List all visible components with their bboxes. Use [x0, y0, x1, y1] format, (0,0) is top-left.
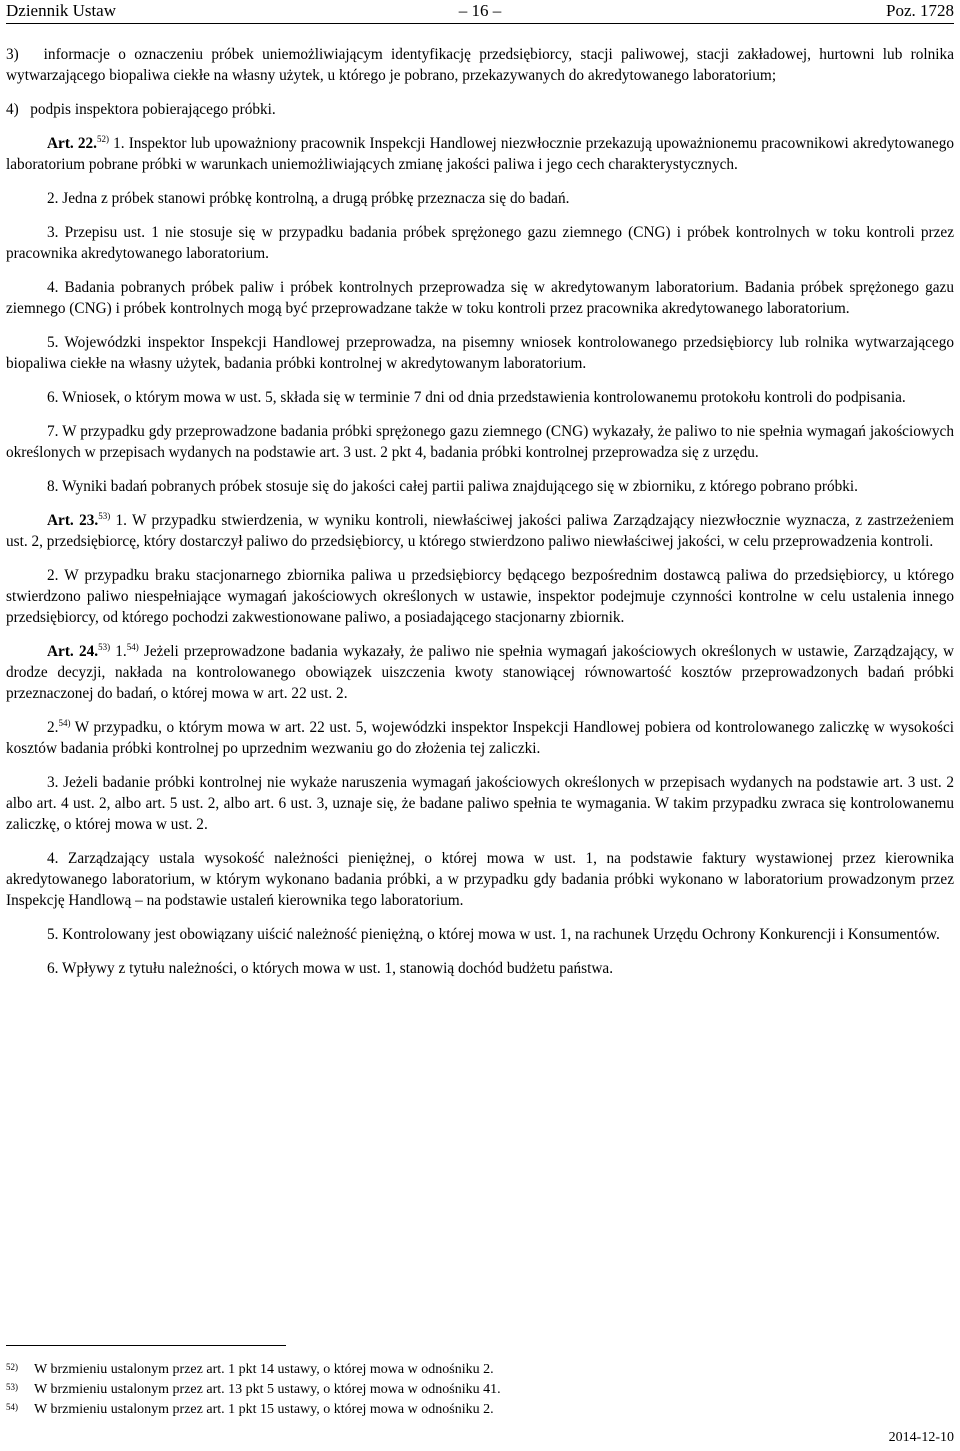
article-24-paragraph-5: 5. Kontrolowany jest obowiązany uiścić należność pieniężną, o której mowa w ust. 1, na rachunek Urzędu Ochrony Konkurencji i Konsumentów. [47, 926, 940, 943]
footnote-ref-53b: 53) [98, 641, 111, 652]
article-22-heading: Art. 22. [47, 135, 97, 152]
article-22-paragraph-7: 7. W przypadku gdy przeprowadzone badania próbki sprężonego gazu ziemnego (CNG) wykazały, że paliwo to nie spełnia wymagań jakościowych określonych w przepisach wydanych na podstawie art. 3 ust. 2 pkt 4, badania próbki kontrolnej przeprowadza się z urzędu. [6, 423, 954, 461]
article-22-paragraph-4: 4. Badania pobranych próbek paliw i próbek kontrolnych przeprowadza się w akredytowanym laboratorium. Badania próbek sprężonego gazu ziemnego (CNG) i próbek kontrolnych mogą być przeprowadzane także w toku kontroli przez pracownika akredytowanego laboratorium. [6, 279, 954, 317]
article-22-text: 1. Inspektor lub upoważniony pracownik Inspekcji Handlowej niezwłocznie przekazują upoważnionemu pracownikowi akredytowanego laboratorium pobrane próbki w warunkach uniemożliwiających zmianę jakości paliwa i jego cech charakterystycznych. [6, 135, 954, 173]
article-23-paragraph-2: 2. W przypadku braku stacjonarnego zbiornika paliwa u przedsiębiorcy będącego bezpośrednim dostawcą paliwa do przedsiębiorcy, u którego stwierdzono paliwo niespełniające wymagań jakościowych określonych w ustawie, inspektor podejmuje czynności kontrolne w celu ustalenia innego przedsiębiorcy, od którego pochodzi zakwestionowane paliwo, a posiadającego stacjonarny zbiornik. [6, 567, 954, 626]
article-22-paragraph-8: 8. Wyniki badań pobranych próbek stosuje się do jakości całej partii paliwa znajdującego się w zbiorniku, z którego pobrano próbki. [47, 478, 859, 495]
paragraph-item-3: 3) informacje o oznaczeniu próbek uniemożliwiającym identyfikację przedsiębiorcy, stacji paliwowej, stacji zakładowej, hurtowni lub rolnika wytwarzającego biopaliwa ciekłe na własny użytek, u którego je pobrano, przekazywanych do akredytowanego laboratorium; [6, 46, 954, 84]
article-24-p2-number: 2. [47, 719, 59, 736]
article-23-heading: Art. 23. [47, 512, 99, 529]
footnote-text: W brzmieniu ustalonym przez art. 1 pkt 15 ustawy, o której mowa w odnośniku 2. [34, 1402, 494, 1417]
article-22-paragraph-2: 2. Jedna z próbek stanowi próbkę kontrolną, a drugą próbkę przeznacza się do badań. [47, 190, 570, 207]
article-24-p2-text: W przypadku, o którym mowa w art. 22 ust. 5, wojewódzki inspektor Inspekcji Handlowej pobiera od kontrolowanego zaliczkę w wysokości kosztów badania próbki kontrolnej po uprzednim wezwaniu go do złożenia tej zaliczki. [6, 719, 954, 757]
footnote-mark: 52) [6, 1362, 18, 1372]
journal-title: Dziennik Ustaw [6, 1, 117, 20]
footnote-ref-53: 53) [98, 510, 111, 521]
footnote-text: W brzmieniu ustalonym przez art. 13 pkt 5 ustawy, o której mowa w odnośniku 41. [34, 1382, 501, 1397]
article-22-paragraph-3: 3. Przepisu ust. 1 nie stosuje się w przypadku badania próbek sprężonego gazu ziemnego (CNG) i próbek kontrolnych w toku kontroli przez pracownika akredytowanego laboratorium. [6, 224, 954, 262]
footnote-ref-54: 54) [126, 641, 139, 652]
footnote-mark: 54) [6, 1402, 18, 1412]
header-divider [6, 23, 954, 24]
footnote-ref-52: 52) [97, 133, 109, 144]
footnote-text: W brzmieniu ustalonym przez art. 1 pkt 14 ustawy, o której mowa w odnośniku 2. [34, 1362, 494, 1377]
paragraph-item-4: 4) podpis inspektora pobierającego próbki. [6, 101, 276, 118]
footnote-mark: 53) [6, 1382, 18, 1392]
article-24-paragraph-6: 6. Wpływy z tytułu należności, o których mowa w ust. 1, stanowią dochód budżetu państwa. [47, 960, 614, 977]
article-22-paragraph-1 [6, 133, 954, 175]
article-22-paragraph-5: 5. Wojewódzki inspektor Inspekcji Handlowej przeprowadza, na pisemny wniosek kontrolowanego przedsiębiorcy lub rolnika wytwarzającego biopaliwa ciekłe na własny użytek, badania próbki kontrolnej w akredytowanym laboratorium. [6, 334, 954, 372]
article-24-paragraph-2 [6, 717, 954, 759]
page-header [6, 0, 954, 24]
footnotes [6, 1360, 954, 1420]
document-body [6, 44, 954, 992]
footnote-52 [6, 1360, 954, 1380]
article-23-text: 1. W przypadku stwierdzenia, w wyniku kontroli, niewłaściwej jakości paliwa Zarządzający niezwłocznie wyznacza, z zastrzeżeniem ust. 2, przedsiębiorcę, który dostarczył paliwo do przedsiębiorcy, u którego stwierdzono paliwo niewłaściwej jakości, w celu przeprowadzenia kontroli. [6, 512, 954, 550]
article-24-paragraph-4: 4. Zarządzający ustala wysokość należności pieniężnej, o której mowa w ust. 1, na podstawie faktury wystawionej przez kierownika akredytowanego laboratorium, w którym wykonano badania próbki, a w przypadku gdy badania próbki wykonano w laboratorium prowadzonym przez Inspekcję Handlową – na podstawie ustaleń kierownika tego laboratorium. [6, 850, 954, 909]
article-24-paragraph-1 [6, 641, 954, 704]
article-24-paragraph-3: 3. Jeżeli badanie próbki kontrolnej nie wykaże naruszenia wymagań jakościowych określonych w przepisach wydanych na podstawie art. 3 ust. 2 albo art. 4 ust. 2, albo art. 5 ust. 2, albo art. 6 ust. 3, uznaje się, że badane paliwo spełnia te wymagania. W takim przypadku zwraca się kontrolowanemu zaliczkę, o której mowa w ust. 2. [6, 774, 954, 833]
article-23-paragraph-1 [6, 510, 954, 552]
article-24-text: Jeżeli przeprowadzone badania wykazały, że paliwo nie spełnia wymagań jakościowych określonych w ustawie, Zarządzający, w drodze decyzji, nakłada na kontrolowanego obowiązek uiszczenia kwoty stanowiącej równowartość kosztów przeprowadzonych badań próbki przeznaczonej do badań, o której mowa w art. 22 ust. 2. [6, 643, 955, 702]
article-24-number: 1. [110, 643, 127, 660]
page-number: – 16 – [458, 1, 502, 20]
footnote-53 [6, 1380, 954, 1400]
article-22-paragraph-6: 6. Wniosek, o którym mowa w ust. 5, składa się w terminie 7 dni od dnia przedstawienia kontrolowanemu protokołu kontroli do podpisania. [47, 389, 906, 406]
footnote-divider [6, 1345, 286, 1346]
article-24-heading: Art. 24. [47, 643, 99, 660]
footnote-ref-54b: 54) [58, 717, 71, 728]
position-number: Poz. 1728 [886, 1, 954, 20]
publication-date: 2014-12-10 [888, 1430, 954, 1445]
footnote-54 [6, 1400, 954, 1420]
